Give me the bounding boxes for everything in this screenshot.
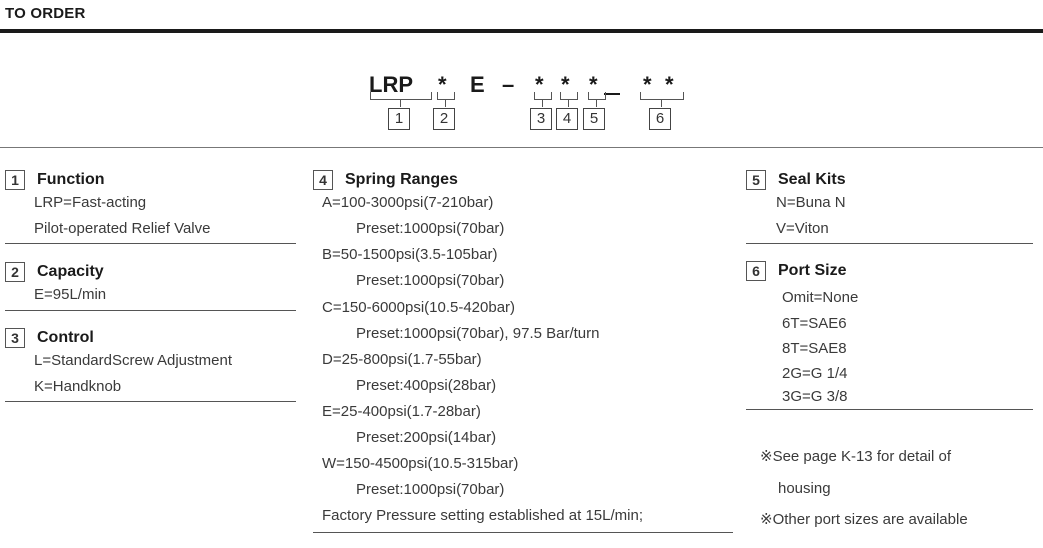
bracket-1	[370, 92, 432, 100]
bracket-6	[640, 92, 684, 100]
spring-line-c: C=150-6000psi(10.5-420bar)	[322, 299, 516, 316]
note-other-ports: ※Other port sizes are available	[760, 511, 968, 528]
seal-kits-line-n: N=Buna N	[776, 194, 846, 211]
spring-line-d: D=25-800psi(1.7-55bar)	[322, 351, 482, 368]
stem-3	[542, 99, 543, 107]
port-size-line-3g: 3G=G 3/8	[782, 388, 848, 405]
spring-line-b: B=50-1500psi(3.5-105bar)	[322, 246, 498, 263]
bracket-5	[588, 92, 606, 100]
spring-line-e: E=25-400psi(1.7-28bar)	[322, 403, 481, 420]
capacity-number: 2	[5, 262, 25, 282]
spring-line-c-preset: Preset:1000psi(70bar), 97.5 Bar/turn	[356, 325, 600, 342]
spring-line-w: W=150-4500psi(10.5-315bar)	[322, 455, 519, 472]
spring-ranges-rule	[313, 532, 733, 533]
stem-6	[661, 99, 662, 107]
function-heading	[5, 170, 105, 190]
seal-kits-rule	[746, 243, 1033, 244]
capacity-title: Capacity	[37, 263, 104, 280]
spring-ranges-number: 4	[313, 170, 333, 190]
spring-line-w-preset: Preset:1000psi(70bar)	[356, 481, 505, 498]
callout-5: 5	[583, 108, 605, 130]
spring-line-e-preset: Preset:200psi(14bar)	[356, 429, 497, 446]
stem-4	[568, 99, 569, 107]
bracket-2	[437, 92, 455, 100]
control-rule	[5, 401, 296, 402]
spring-ranges-title: Spring Ranges	[345, 171, 458, 188]
page-title: TO ORDER	[5, 5, 86, 22]
note-see-page: ※See page K-13 for detail of	[760, 448, 952, 465]
function-title: Function	[37, 171, 105, 188]
seal-kits-title: Seal Kits	[778, 171, 846, 188]
section-divider	[0, 147, 1043, 148]
code-letter-e: E	[470, 72, 485, 97]
spring-line-a: A=100-3000psi(7-210bar)	[322, 194, 494, 211]
seal-kits-line-v: V=Viton	[776, 220, 829, 237]
callout-3: 3	[530, 108, 552, 130]
port-size-number: 6	[746, 261, 766, 281]
code-prefix: LRP	[369, 72, 413, 97]
spring-line-factory: Factory Pressure setting established at 15L/min;	[322, 507, 643, 524]
capacity-rule	[5, 310, 296, 311]
capacity-line-1: E=95L/min	[34, 286, 107, 303]
control-title: Control	[37, 329, 94, 346]
port-size-title: Port Size	[778, 262, 847, 279]
code-star-capacity: *	[438, 72, 447, 97]
callout-2: 2	[433, 108, 455, 130]
function-number: 1	[5, 170, 25, 190]
function-line-1: LRP=Fast-acting	[34, 194, 147, 211]
callout-4: 4	[556, 108, 578, 130]
bracket-4	[560, 92, 578, 100]
stem-2	[445, 99, 446, 107]
capacity-heading	[5, 262, 104, 282]
code-dash-2	[604, 93, 620, 95]
port-size-heading	[746, 261, 846, 281]
control-line-2: K=Handknob	[34, 378, 122, 395]
port-size-line-2g: 2G=G 1/4	[782, 365, 848, 382]
code-dash: –	[502, 72, 515, 97]
note-housing: housing	[778, 480, 831, 497]
callout-6: 6	[649, 108, 671, 130]
code-star-port-1: *	[643, 72, 652, 97]
port-size-line-8t: 8T=SAE8	[782, 340, 847, 357]
callout-1: 1	[388, 108, 410, 130]
bracket-3	[534, 92, 552, 100]
control-heading	[5, 328, 94, 348]
stem-5	[596, 99, 597, 107]
function-rule	[5, 243, 296, 244]
port-size-line-omit: Omit=None	[782, 289, 859, 306]
stem-1	[400, 99, 401, 107]
code-star-control: *	[535, 72, 544, 97]
spring-ranges-heading	[313, 170, 458, 190]
title-rule	[0, 29, 1043, 33]
function-line-2: Pilot-operated Relief Valve	[34, 220, 211, 237]
seal-kits-number: 5	[746, 170, 766, 190]
code-star-spring: *	[561, 72, 570, 97]
spring-line-b-preset: Preset:1000psi(70bar)	[356, 272, 505, 289]
port-size-rule	[746, 409, 1033, 410]
control-number: 3	[5, 328, 25, 348]
code-star-port-2: *	[665, 72, 674, 97]
seal-kits-heading	[746, 170, 846, 190]
port-size-line-6t: 6T=SAE6	[782, 315, 847, 332]
spring-line-a-preset: Preset:1000psi(70bar)	[356, 220, 505, 237]
control-line-1: L=StandardScrew Adjustment	[34, 352, 233, 369]
code-star-seal: *	[589, 72, 598, 97]
spring-line-d-preset: Preset:400psi(28bar)	[356, 377, 497, 394]
